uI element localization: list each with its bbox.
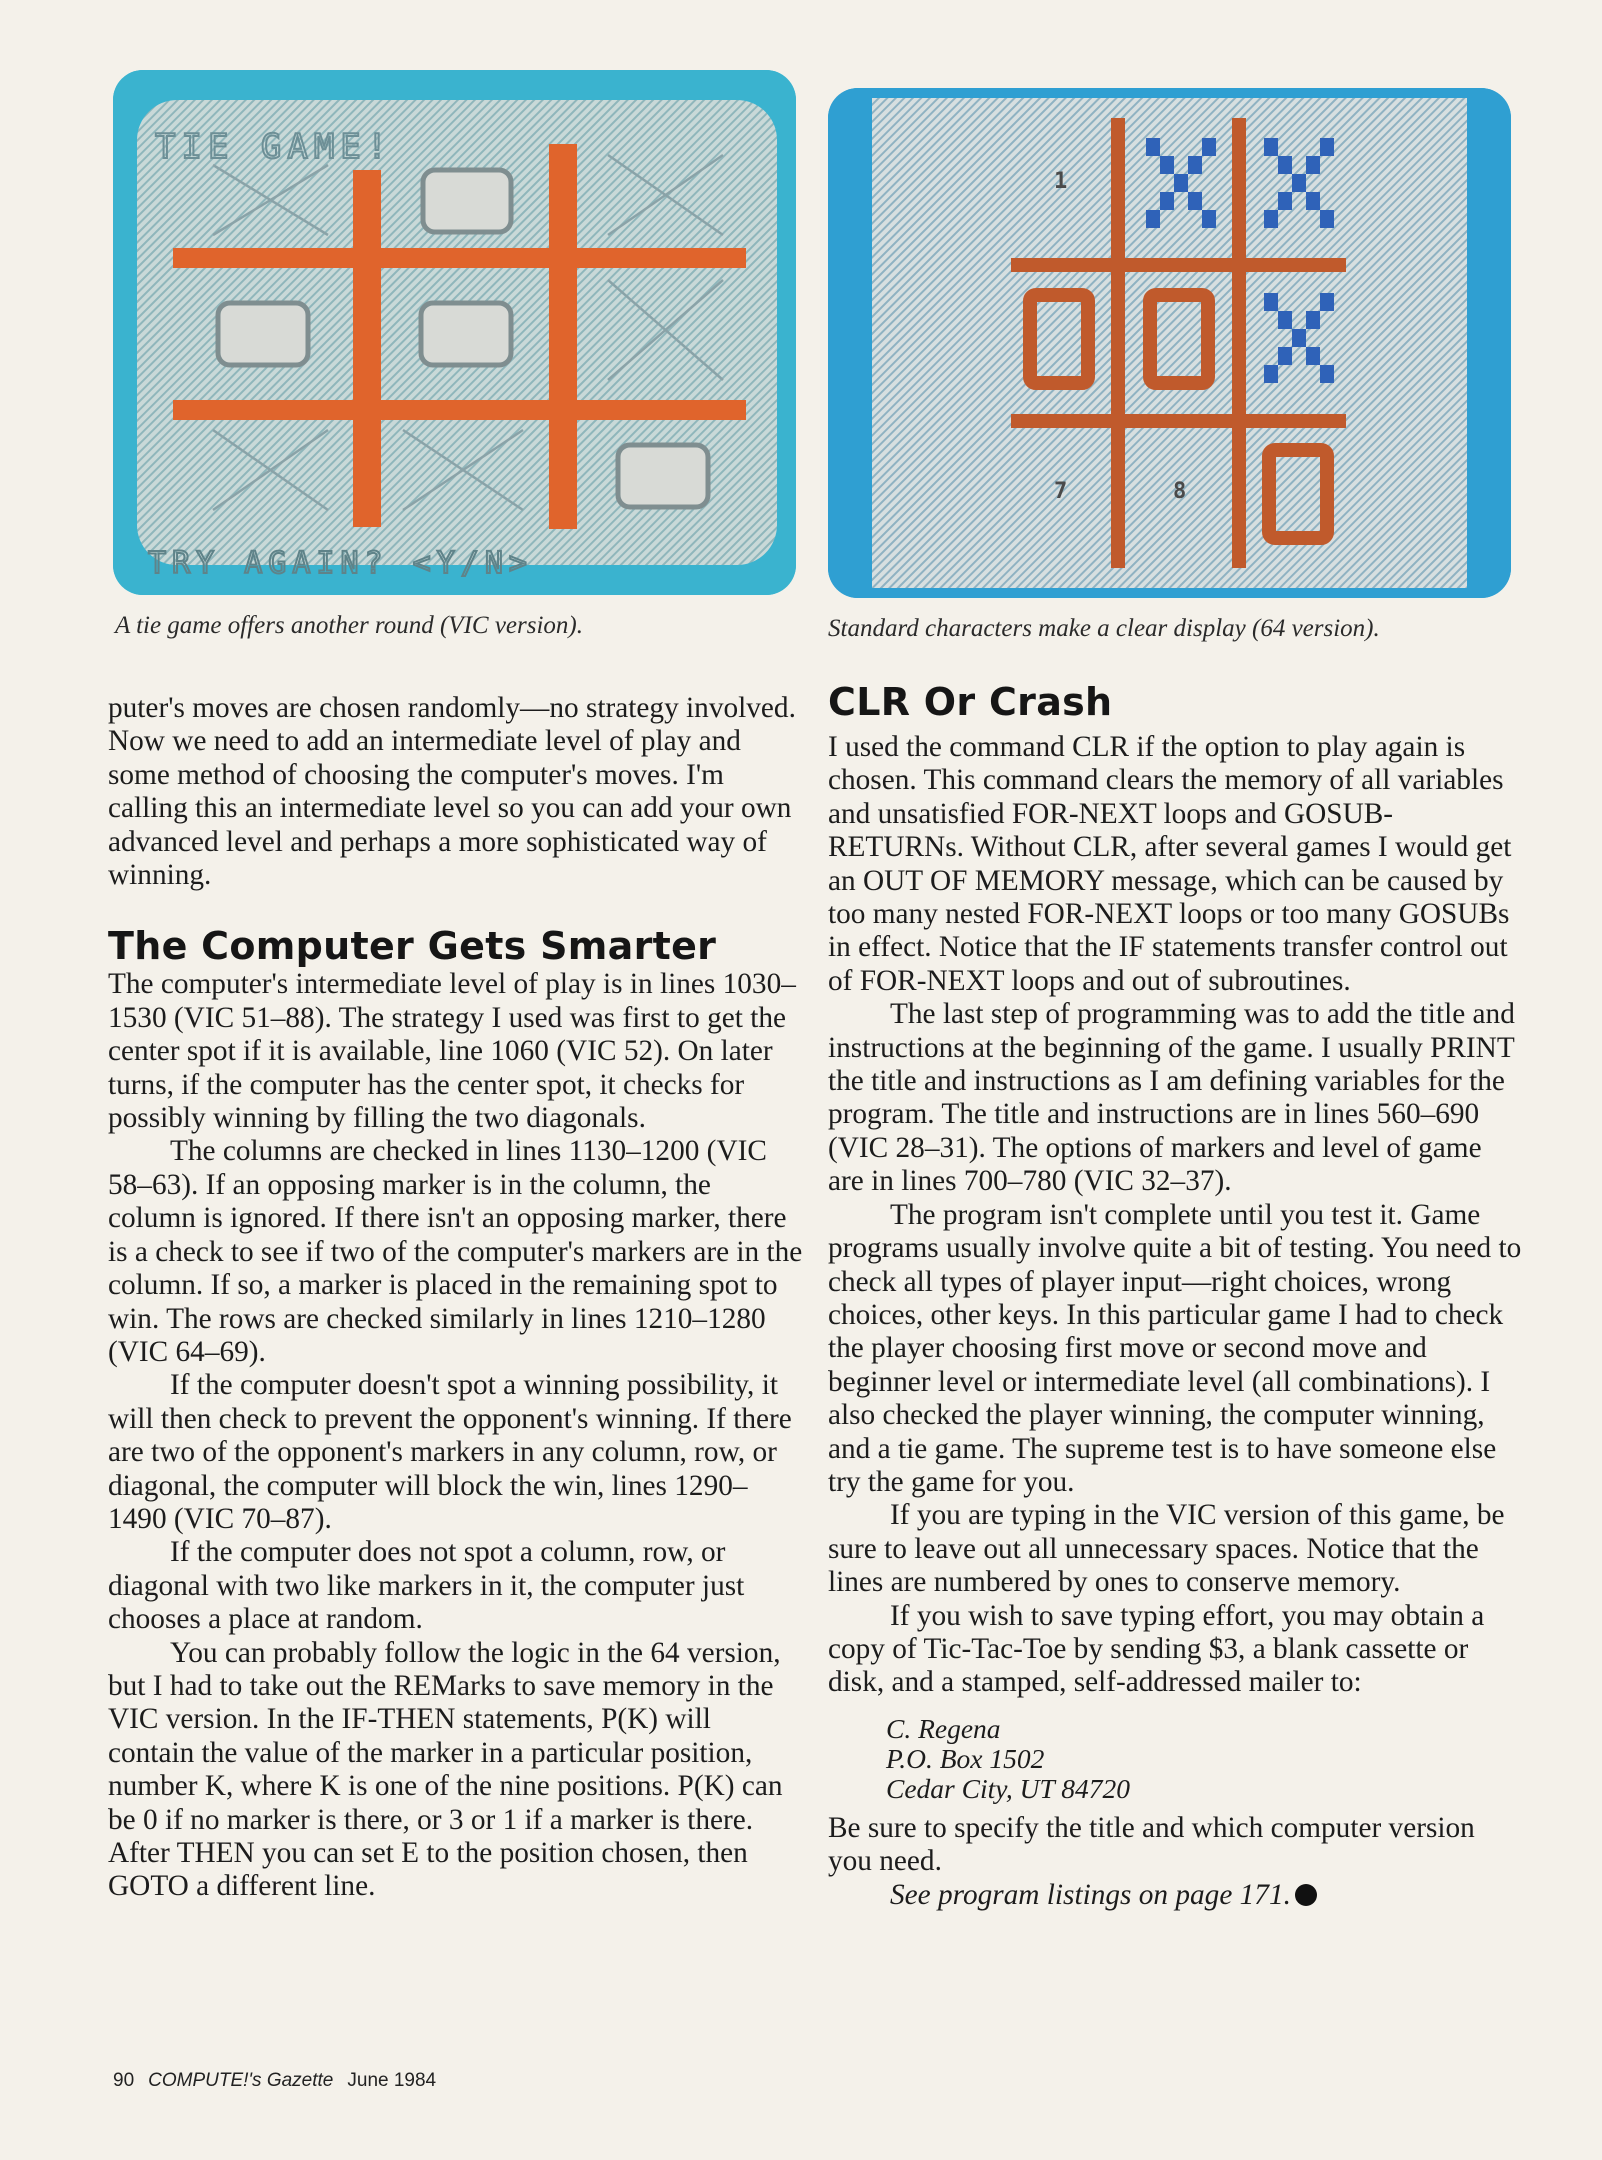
body-paragraph: If the computer doesn't spot a winning possibility, it will then check to prevent the opponent's winning. If there are two of the opponent's markers in any column, row, or diagonal, the computer will block the win, lines 1290–1490 (VIC 70–87). [108,1369,792,1535]
program-listing-reference [828,1879,1524,1912]
body-paragraph: The columns are checked in lines 1130–1200 (VIC 58–63). If an opposing marker is in the column, the column is ignored. If there isn't an opposing marker, there is a check to see if two of the computer's markers are in the column. If so, a marker is placed in the remaining spot to win. The rows are checked similarly in lines 1210–1280 (VIC 64–69). [108,1135,803,1368]
section-heading: The Computer Gets Smarter [108,924,717,969]
o-marker [423,170,511,232]
cell-number: 7 [1054,479,1068,504]
intro-paragraph: puter's moves are chosen randomly—no strategy involved. Now we need to add an intermediate level of play and some method of choosing the computer's moves. I'm calling this an intermediate level so you can add your own advanced level and perhaps a more sophisticated way of winning. [108,692,796,892]
body-paragraph: If you are typing in the VIC version of this game, be sure to leave out all unnecessary spaces. Notice that the lines are numbered by ones to conserve memory. [828,1499,1505,1599]
vic-screenshot [113,70,796,595]
grid-line [353,170,381,527]
screen-top-text: TIE GAME! [155,127,394,167]
listing-ref-text: See program listings on page 171. [890,1878,1291,1911]
body-paragraph: If you wish to save typing effort, you may obtain a copy of Tic-Tac-Toe by sending $3, a blank cassette or disk, and a stamped, self-addressed mailer to: [828,1599,1485,1699]
screen-bottom-text: TRY AGAIN? <Y/N> [148,546,533,581]
closing-paragraph: Be sure to specify the title and which computer version you need. [828,1811,1475,1878]
mailing-address [886,1714,1524,1804]
grid-line [173,400,746,420]
grid-line [1011,258,1346,272]
grid-line [1011,414,1346,428]
o-marker [421,303,511,365]
cell-number: 1 [1054,169,1068,194]
o-marker [618,445,708,507]
cell-number: 8 [1173,479,1187,504]
grid-line [549,144,577,529]
body-paragraph: I used the command CLR if the option to play again is chosen. This command clears the memory of all variables and unsatisfied FOR-NEXT loops and GOSUB-RETURNs. Without CLR, after several games I would get an OUT OF MEMORY message, which can be caused by too many nested FOR-NEXT loops or too many GOSUBs in effect. Notice that the IF statements transfer control out of FOR-NEXT loops and out of subroutines. [828,731,1512,997]
body-paragraph: The computer's intermediate level of play is in lines 1030–1530 (VIC 51–88). The strategy I used was first to get the center spot if it is available, line 1060 (VIC 52). On later turns, if the computer has the center spot, it checks for possibly winning by filling the two diagonals. [108,968,796,1135]
figure-caption-left: A tie game offers another round (VIC version). [115,612,583,639]
address-line: P.O. Box 1502 [886,1742,1045,1774]
body-paragraph: You can probably follow the logic in the 64 version, but I had to take out the REMarks to save memory in the VIC version. In the IF-THEN statements, P(K) will contain the value of the marker in a particular position, number K, where K is one of the nine positions. P(K) can be 0 if no marker is there, or 3 or 1 if a marker is there. After THEN you can set E to the position chosen, then GOTO a different line. [108,1636,783,1903]
issue-date: June 1984 [347,2070,437,2091]
grid-line [173,248,746,268]
address-line: Cedar City, UT 84720 [886,1772,1130,1804]
body-paragraph: The program isn't complete until you test it. Game programs usually involve quite a bit of testing. You need to check all types of player input—right choices, wrong choices, other keys. In this particular game I had to check the player choosing first move or second move and beginner level or intermediate level (all combinations). I also checked the player winning, the computer winning, and a tie game. The supreme test is to have someone else try the game for you. [828,1198,1522,1498]
publication-name: COMPUTE!'s Gazette [148,2070,334,2091]
gazette-end-mark-icon [1295,1884,1317,1906]
page-footer [113,2070,436,2092]
section-heading: CLR Or Crash [828,680,1113,724]
body-paragraph: If the computer does not spot a column, row, or diagonal with two like markers in it, the computer just chooses a place at random. [108,1536,745,1636]
article-right-column [828,731,1524,1912]
article-left-column [108,692,804,1904]
address-line: C. Regena [886,1712,1001,1744]
o-marker [218,303,308,365]
body-paragraph: The last step of programming was to add the title and instructions at the beginning of the game. I usually PRINT the title and instructions as I am defining variables for the program. The title and instructions are in lines 560–690 (VIC 28–31). The options of markers and level of game are in lines 700–780 (VIC 32–37). [828,998,1515,1198]
page-number: 90 [113,2070,135,2091]
grid-line [1111,118,1125,568]
c64-screenshot [828,88,1511,598]
figure-caption-right: Standard characters make a clear display (64 version). [828,615,1380,642]
grid-line [1232,118,1246,568]
